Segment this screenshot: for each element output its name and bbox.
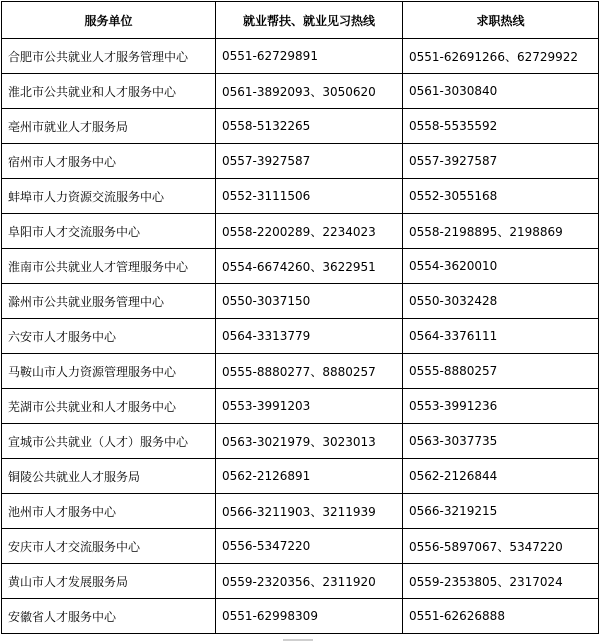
table-row	[2, 564, 599, 599]
service-unit-cell: 蚌埠市人力资源交流服务中心	[2, 179, 216, 214]
service-unit-cell: 安徽省人才服务中心	[2, 599, 216, 634]
support-hotline-cell: 0558-2200289、2234023	[216, 214, 403, 249]
support-hotline-cell: 0550-3037150	[216, 284, 403, 319]
job-hotline-cell: 0563-3037735	[403, 424, 599, 459]
service-unit-cell: 宣城市公共就业（人才）服务中心	[2, 424, 216, 459]
table-row	[2, 144, 599, 179]
service-unit-cell: 马鞍山市人力资源管理服务中心	[2, 354, 216, 389]
job-hotline-cell: 0552-3055168	[403, 179, 599, 214]
support-hotline-cell: 0551-62998309	[216, 599, 403, 634]
job-hotline-cell: 0564-3376111	[403, 319, 599, 354]
job-hotline-cell: 0566-3219215	[403, 494, 599, 529]
table-row	[2, 284, 599, 319]
job-hotline-cell: 0562-2126844	[403, 459, 599, 494]
service-unit-cell: 合肥市公共就业人才服务管理中心	[2, 39, 216, 74]
header-service-unit: 服务单位	[2, 2, 216, 39]
job-hotline-cell: 0558-2198895、2198869	[403, 214, 599, 249]
service-unit-cell: 淮北市公共就业和人才服务中心	[2, 74, 216, 109]
service-unit-cell: 阜阳市人才交流服务中心	[2, 214, 216, 249]
support-hotline-cell: 0556-5347220	[216, 529, 403, 564]
table-row	[2, 494, 599, 529]
job-hotline-cell: 0559-2353805、2317024	[403, 564, 599, 599]
job-hotline-cell: 0557-3927587	[403, 144, 599, 179]
job-hotline-cell: 0558-5535592	[403, 109, 599, 144]
service-unit-cell: 亳州市就业人才服务局	[2, 109, 216, 144]
table-row	[2, 39, 599, 74]
support-hotline-cell: 0559-2320356、2311920	[216, 564, 403, 599]
service-unit-cell: 池州市人才服务中心	[2, 494, 216, 529]
support-hotline-cell: 0557-3927587	[216, 144, 403, 179]
service-unit-cell: 铜陵公共就业人才服务局	[2, 459, 216, 494]
scroll-remnant	[283, 639, 313, 641]
support-hotline-cell: 0562-2126891	[216, 459, 403, 494]
support-hotline-cell: 0561-3892093、3050620	[216, 74, 403, 109]
header-row	[2, 2, 599, 39]
job-hotline-cell: 0551-62691266、62729922	[403, 39, 599, 74]
job-hotline-cell: 0550-3032428	[403, 284, 599, 319]
table-row	[2, 389, 599, 424]
table-row	[2, 319, 599, 354]
support-hotline-cell: 0554-6674260、3622951	[216, 249, 403, 284]
table-row	[2, 424, 599, 459]
support-hotline-cell: 0558-5132265	[216, 109, 403, 144]
service-unit-cell: 黄山市人才发展服务局	[2, 564, 216, 599]
table-row	[2, 109, 599, 144]
table-row	[2, 529, 599, 564]
job-hotline-cell: 0555-8880257	[403, 354, 599, 389]
job-hotline-cell: 0554-3620010	[403, 249, 599, 284]
table-body	[2, 39, 599, 634]
support-hotline-cell: 0564-3313779	[216, 319, 403, 354]
service-unit-cell: 六安市人才服务中心	[2, 319, 216, 354]
service-unit-cell: 芜湖市公共就业和人才服务中心	[2, 389, 216, 424]
table-header	[2, 2, 599, 39]
service-unit-cell: 宿州市人才服务中心	[2, 144, 216, 179]
hotline-table	[1, 1, 599, 634]
service-unit-cell: 滁州市公共就业服务管理中心	[2, 284, 216, 319]
job-hotline-cell: 0553-3991236	[403, 389, 599, 424]
service-unit-cell: 淮南市公共就业人才管理服务中心	[2, 249, 216, 284]
job-hotline-cell: 0556-5897067、5347220	[403, 529, 599, 564]
header-support-hotline: 就业帮扶、就业见习热线	[216, 2, 403, 39]
job-hotline-cell: 0561-3030840	[403, 74, 599, 109]
table-row	[2, 179, 599, 214]
table-row	[2, 74, 599, 109]
service-unit-cell: 安庆市人才交流服务中心	[2, 529, 216, 564]
header-job-hotline: 求职热线	[403, 2, 599, 39]
support-hotline-cell: 0553-3991203	[216, 389, 403, 424]
table-row	[2, 249, 599, 284]
table-row	[2, 599, 599, 634]
support-hotline-cell: 0552-3111506	[216, 179, 403, 214]
table-row	[2, 214, 599, 249]
support-hotline-cell: 0566-3211903、3211939	[216, 494, 403, 529]
support-hotline-cell: 0563-3021979、3023013	[216, 424, 403, 459]
support-hotline-cell: 0551-62729891	[216, 39, 403, 74]
table-row	[2, 354, 599, 389]
support-hotline-cell: 0555-8880277、8880257	[216, 354, 403, 389]
job-hotline-cell: 0551-62626888	[403, 599, 599, 634]
table-row	[2, 459, 599, 494]
